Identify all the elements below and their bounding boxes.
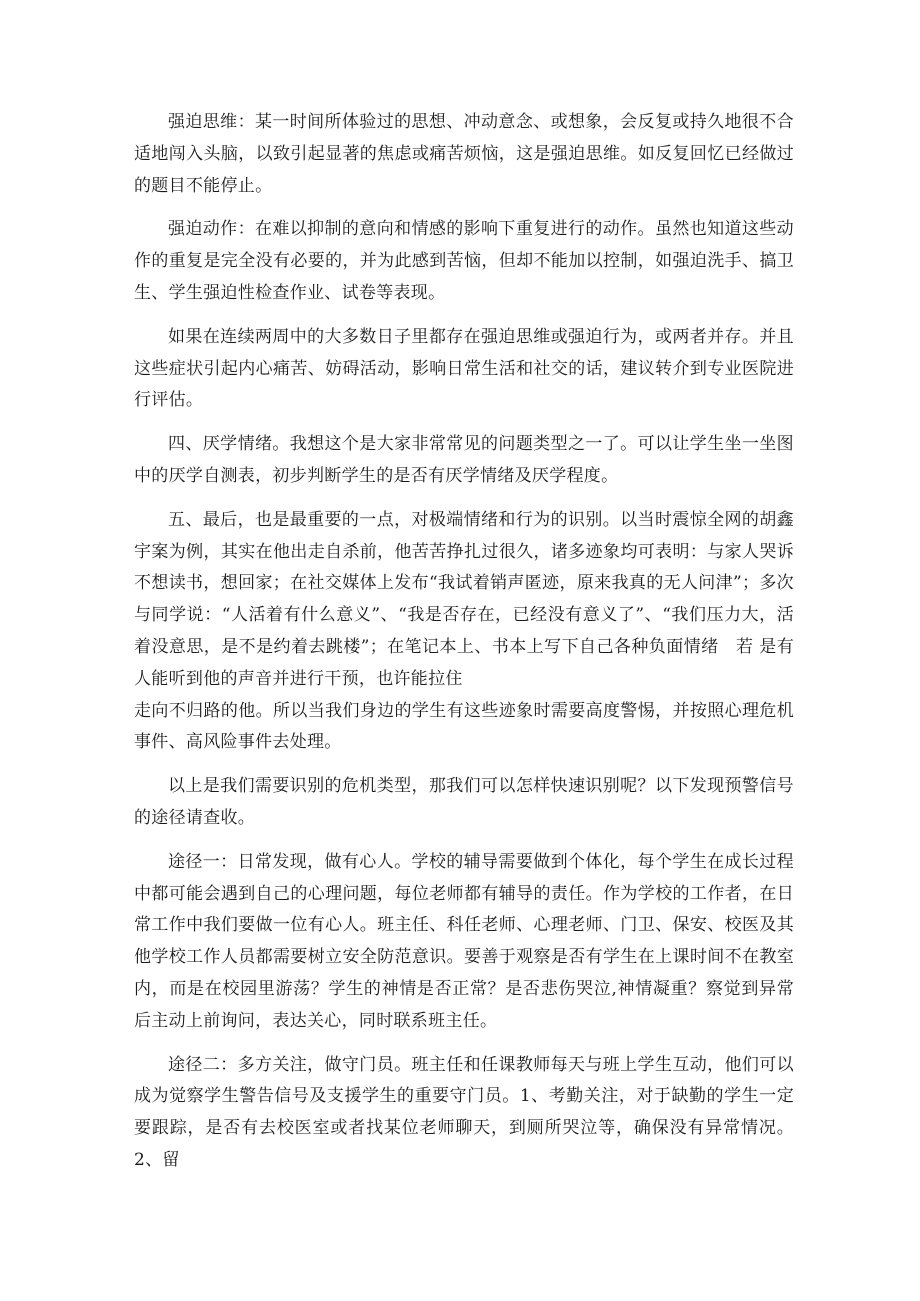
paragraph-approach-one: 途径一：日常发现，做有心人。学校的辅导需要做到个体化，每个学生在成长过程中都可能会遇到自己的心理问题，每位老师都有辅导的责任。作为学校的工作者，在日常工作中我们要做一位有心人。班主任、科任老师、心理老师、门卫、保安、校医及其他学校工作人员都需要树立安全防范意识。要善于观察是否有学生在上课时间不在教室内，而是在校园里游荡？学生的神情是否正常？是否悲伤哭泣,神情凝重？察觉到异常后主动上前询问，表达关心，同时联系班主任。 [134,851,794,1031]
document-body [134,107,794,1189]
paragraph-school-aversion: 四、厌学情绪。我想这个是大家非常常见的问题类型之一了。可以让学生坐一坐图中的厌学自测表，初步判断学生的是否有厌学情绪及厌学程度。 [134,434,794,486]
paragraph-approach-two: 途径二：多方关注，做守门员。班主任和任课教师每天与班上学生互动，他们可以成为觉察学生警告信号及支援学生的重要守门员。1、考勤关注，对于缺勤的学生一定要跟踪，是否有去校医室或者找某位老师聊天，到厕所哭泣等，确保没有异常情况。2、留 [134,1054,794,1170]
paragraph-identification-intro: 以上是我们需要识别的危机类型，那我们可以怎样快速识别呢？以下发现预警信号的途径请查收。 [134,776,794,828]
paragraph-extreme-behavior: 五、最后，也是最重要的一点，对极端情绪和行为的识别。以当时震惊全网的胡鑫宇案为例，其实在他出走自杀前，他苦苦挣扎过很久，诸多迹象均可表明：与家人哭诉不想读书，想回家；在社交媒体上发布“我试着销声匿迹，原来我真的无人问津”；多次与同学说：“人活着有什么意义”、“我是否存在，已经没有意义了”、“我们压力大，活着没意思，是不是约着去跳楼”；在笔记本上、书本上写下自己各种负面情绪 若 是有人能听到他的声音并进行干预，也许能拉住 [134,509,794,689]
paragraph-referral-advice: 如果在连续两周中的大多数日子里都存在强迫思维或强迫行为，或两者并存。并且这些症状引起内心痛苦、妨碍活动，影响日常生活和社交的话，建议转介到专业医院进行评估。 [134,326,794,411]
paragraph-obsessive-thoughts: 强迫思维：某一时间所体验过的思想、冲动意念、或想象，会反复或持久地很不合适地闯入头脑，以致引起显著的焦虑或痛苦烦恼，这是强迫思维。如反复回忆已经做过的题目不能停止。 [134,112,794,196]
paragraph-compulsive-actions: 强迫动作：在难以抑制的意向和情感的影响下重复进行的动作。虽然也知道这些动作的重复是完全没有必要的，并为此感到苦恼，但却不能加以控制，如强迫洗手、搞卫生、学生强迫性检查作业、试卷等表现。 [134,219,794,303]
paragraph-extreme-behavior-continued: 走向不归路的他。所以当我们身边的学生有这些迹象时需要高度警惕，并按照心理危机事件、高风险事件去处理。 [134,700,794,753]
